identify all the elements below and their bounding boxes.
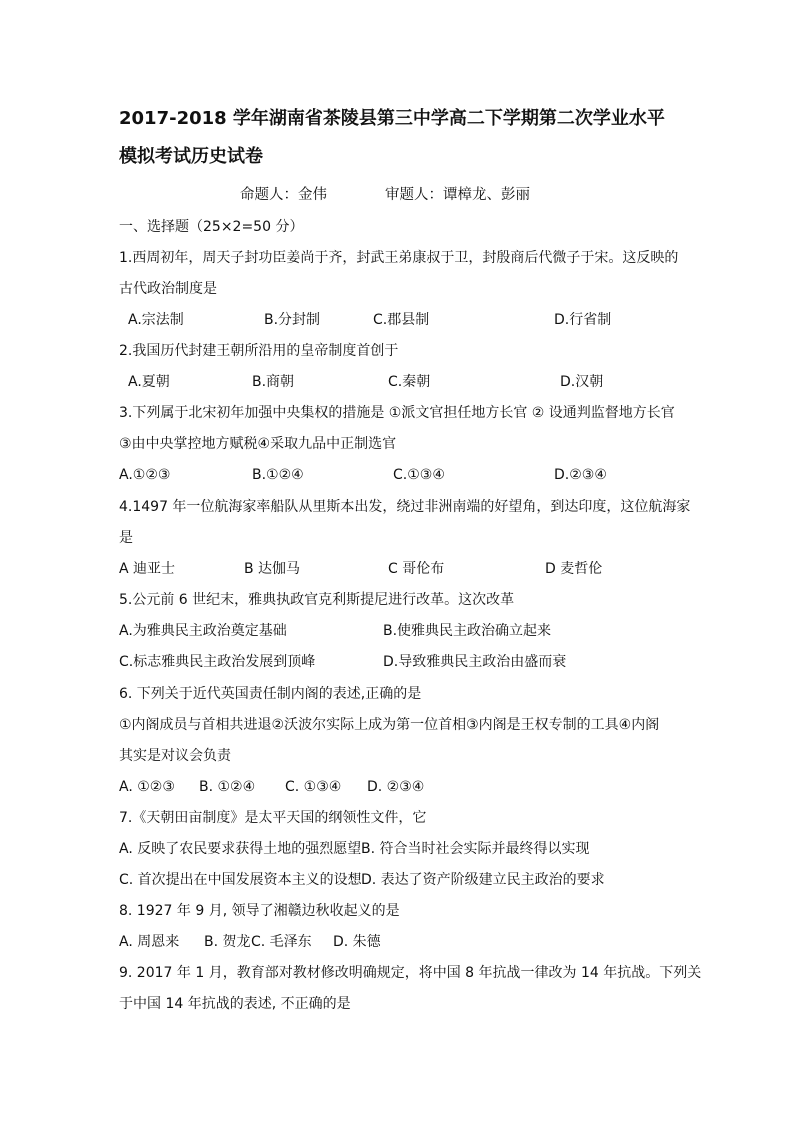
question-3-option-c: C.①③④ bbox=[393, 467, 445, 483]
question-2-stem-line1: 2.我国历代封建王朝所沿用的皇帝制度首创于 bbox=[119, 343, 399, 359]
question-4-stem-line1: 4.1497 年一位航海家率船队从里斯本出发，绕过非洲南端的好望角，到达印度，这位航海家 bbox=[119, 499, 691, 515]
question-4-option-c: C 哥伦布 bbox=[388, 561, 445, 577]
question-9-stem-line1: 9. 2017 年 1 月，教育部对教材修改明确规定，将中国 8 年抗战一律改为 14 年抗战。下列关 bbox=[119, 965, 702, 981]
question-1-option-d: D.行省制 bbox=[554, 312, 612, 328]
question-8-stem-line1: 8. 1927 年 9 月, 领导了湘赣边秋收起义的是 bbox=[119, 903, 400, 919]
question-5-option-c: C.标志雅典民主政治发展到顶峰 bbox=[119, 654, 316, 670]
question-2-option-b: B.商朝 bbox=[252, 374, 295, 390]
question-3-stem-line2: ③由中央掌控地方赋税④采取九品中正制选官 bbox=[119, 436, 397, 452]
question-5-option-b: B.使雅典民主政治确立起来 bbox=[383, 623, 552, 639]
question-1-option-c: C.郡县制 bbox=[373, 312, 430, 328]
question-5-option-d: D.导致雅典民主政治由盛而衰 bbox=[383, 654, 567, 670]
exam-title-line2: 模拟考试历史试卷 bbox=[119, 146, 263, 167]
question-6-stem-line3: 其实是对议会负责 bbox=[119, 748, 231, 764]
question-1-stem-line2: 古代政治制度是 bbox=[119, 281, 217, 297]
question-7-option-d: D. 表达了资产阶级建立民主政治的要求 bbox=[361, 872, 605, 888]
question-reviewer: 审题人：谭樟龙、彭丽 bbox=[385, 187, 530, 203]
question-6-option-b: B. ①②④ bbox=[199, 779, 256, 795]
question-1-option-a: A.宗法制 bbox=[128, 312, 184, 328]
question-4-option-a: A 迪亚士 bbox=[119, 561, 176, 577]
question-3-option-a: A.①②③ bbox=[119, 467, 171, 483]
question-4-option-b: B 达伽马 bbox=[244, 561, 301, 577]
question-2-option-a: A.夏朝 bbox=[128, 374, 170, 390]
exam-title-line1: 2017-2018 学年湖南省茶陵县第三中学高二下学期第二次学业水平 bbox=[119, 108, 665, 129]
question-3-option-b: B.①②④ bbox=[252, 467, 304, 483]
question-3-option-d: D.②③④ bbox=[554, 467, 607, 483]
question-setter: 命题人：金伟 bbox=[240, 187, 327, 203]
question-8-option-b: B. 贺龙 bbox=[204, 934, 251, 950]
authors-line bbox=[240, 183, 530, 204]
question-5-option-a: A.为雅典民主政治奠定基础 bbox=[119, 623, 287, 639]
question-8-option-a: A. 周恩来 bbox=[119, 934, 180, 950]
question-6-option-d: D. ②③④ bbox=[367, 779, 425, 795]
question-1-option-b: B.分封制 bbox=[264, 312, 321, 328]
question-2-option-d: D.汉朝 bbox=[560, 374, 604, 390]
section-heading: 一、选择题（25×2=50 分） bbox=[119, 219, 304, 235]
question-4-stem-line2: 是 bbox=[119, 530, 133, 546]
question-6-option-c: C. ①③④ bbox=[285, 779, 342, 795]
question-7-option-a: A. 反映了农民要求获得土地的强烈愿望 bbox=[119, 841, 362, 857]
question-8-option-d: D. 朱德 bbox=[333, 934, 381, 950]
question-4-option-d: D 麦哲伦 bbox=[545, 561, 603, 577]
question-7-option-c: C. 首次提出在中国发展资本主义的设想 bbox=[119, 872, 362, 888]
question-6-stem-line1: 6. 下列关于近代英国责任制内阁的表述,正确的是 bbox=[119, 686, 422, 702]
question-2-option-c: C.秦朝 bbox=[388, 374, 431, 390]
question-1-stem-line1: 1.西周初年，周天子封功臣姜尚于齐，封武王弟康叔于卫，封殷商后代微子于宋。这反映的 bbox=[119, 250, 679, 266]
question-5-stem-line1: 5.公元前 6 世纪末，雅典执政官克利斯提尼进行改革。这次改革 bbox=[119, 592, 515, 608]
question-9-stem-line2: 于中国 14 年抗战的表述, 不正确的是 bbox=[119, 996, 351, 1012]
question-8-option-c: C. 毛泽东 bbox=[251, 934, 312, 950]
question-6-stem-line2: ①内阁成员与首相共进退②沃波尔实际上成为第一位首相③内阁是王权专制的工具④内阁 bbox=[119, 717, 660, 733]
question-7-stem-line1: 7.《天朝田亩制度》是太平天国的纲领性文件，它 bbox=[119, 810, 427, 826]
question-7-option-b: B. 符合当时社会实际并最终得以实现 bbox=[361, 841, 590, 857]
question-6-option-a: A. ①②③ bbox=[119, 779, 175, 795]
question-3-stem-line1: 3.下列属于北宋初年加强中央集权的措施是 ①派文官担任地方长官 ② 设通判监督地方长官 bbox=[119, 405, 675, 421]
